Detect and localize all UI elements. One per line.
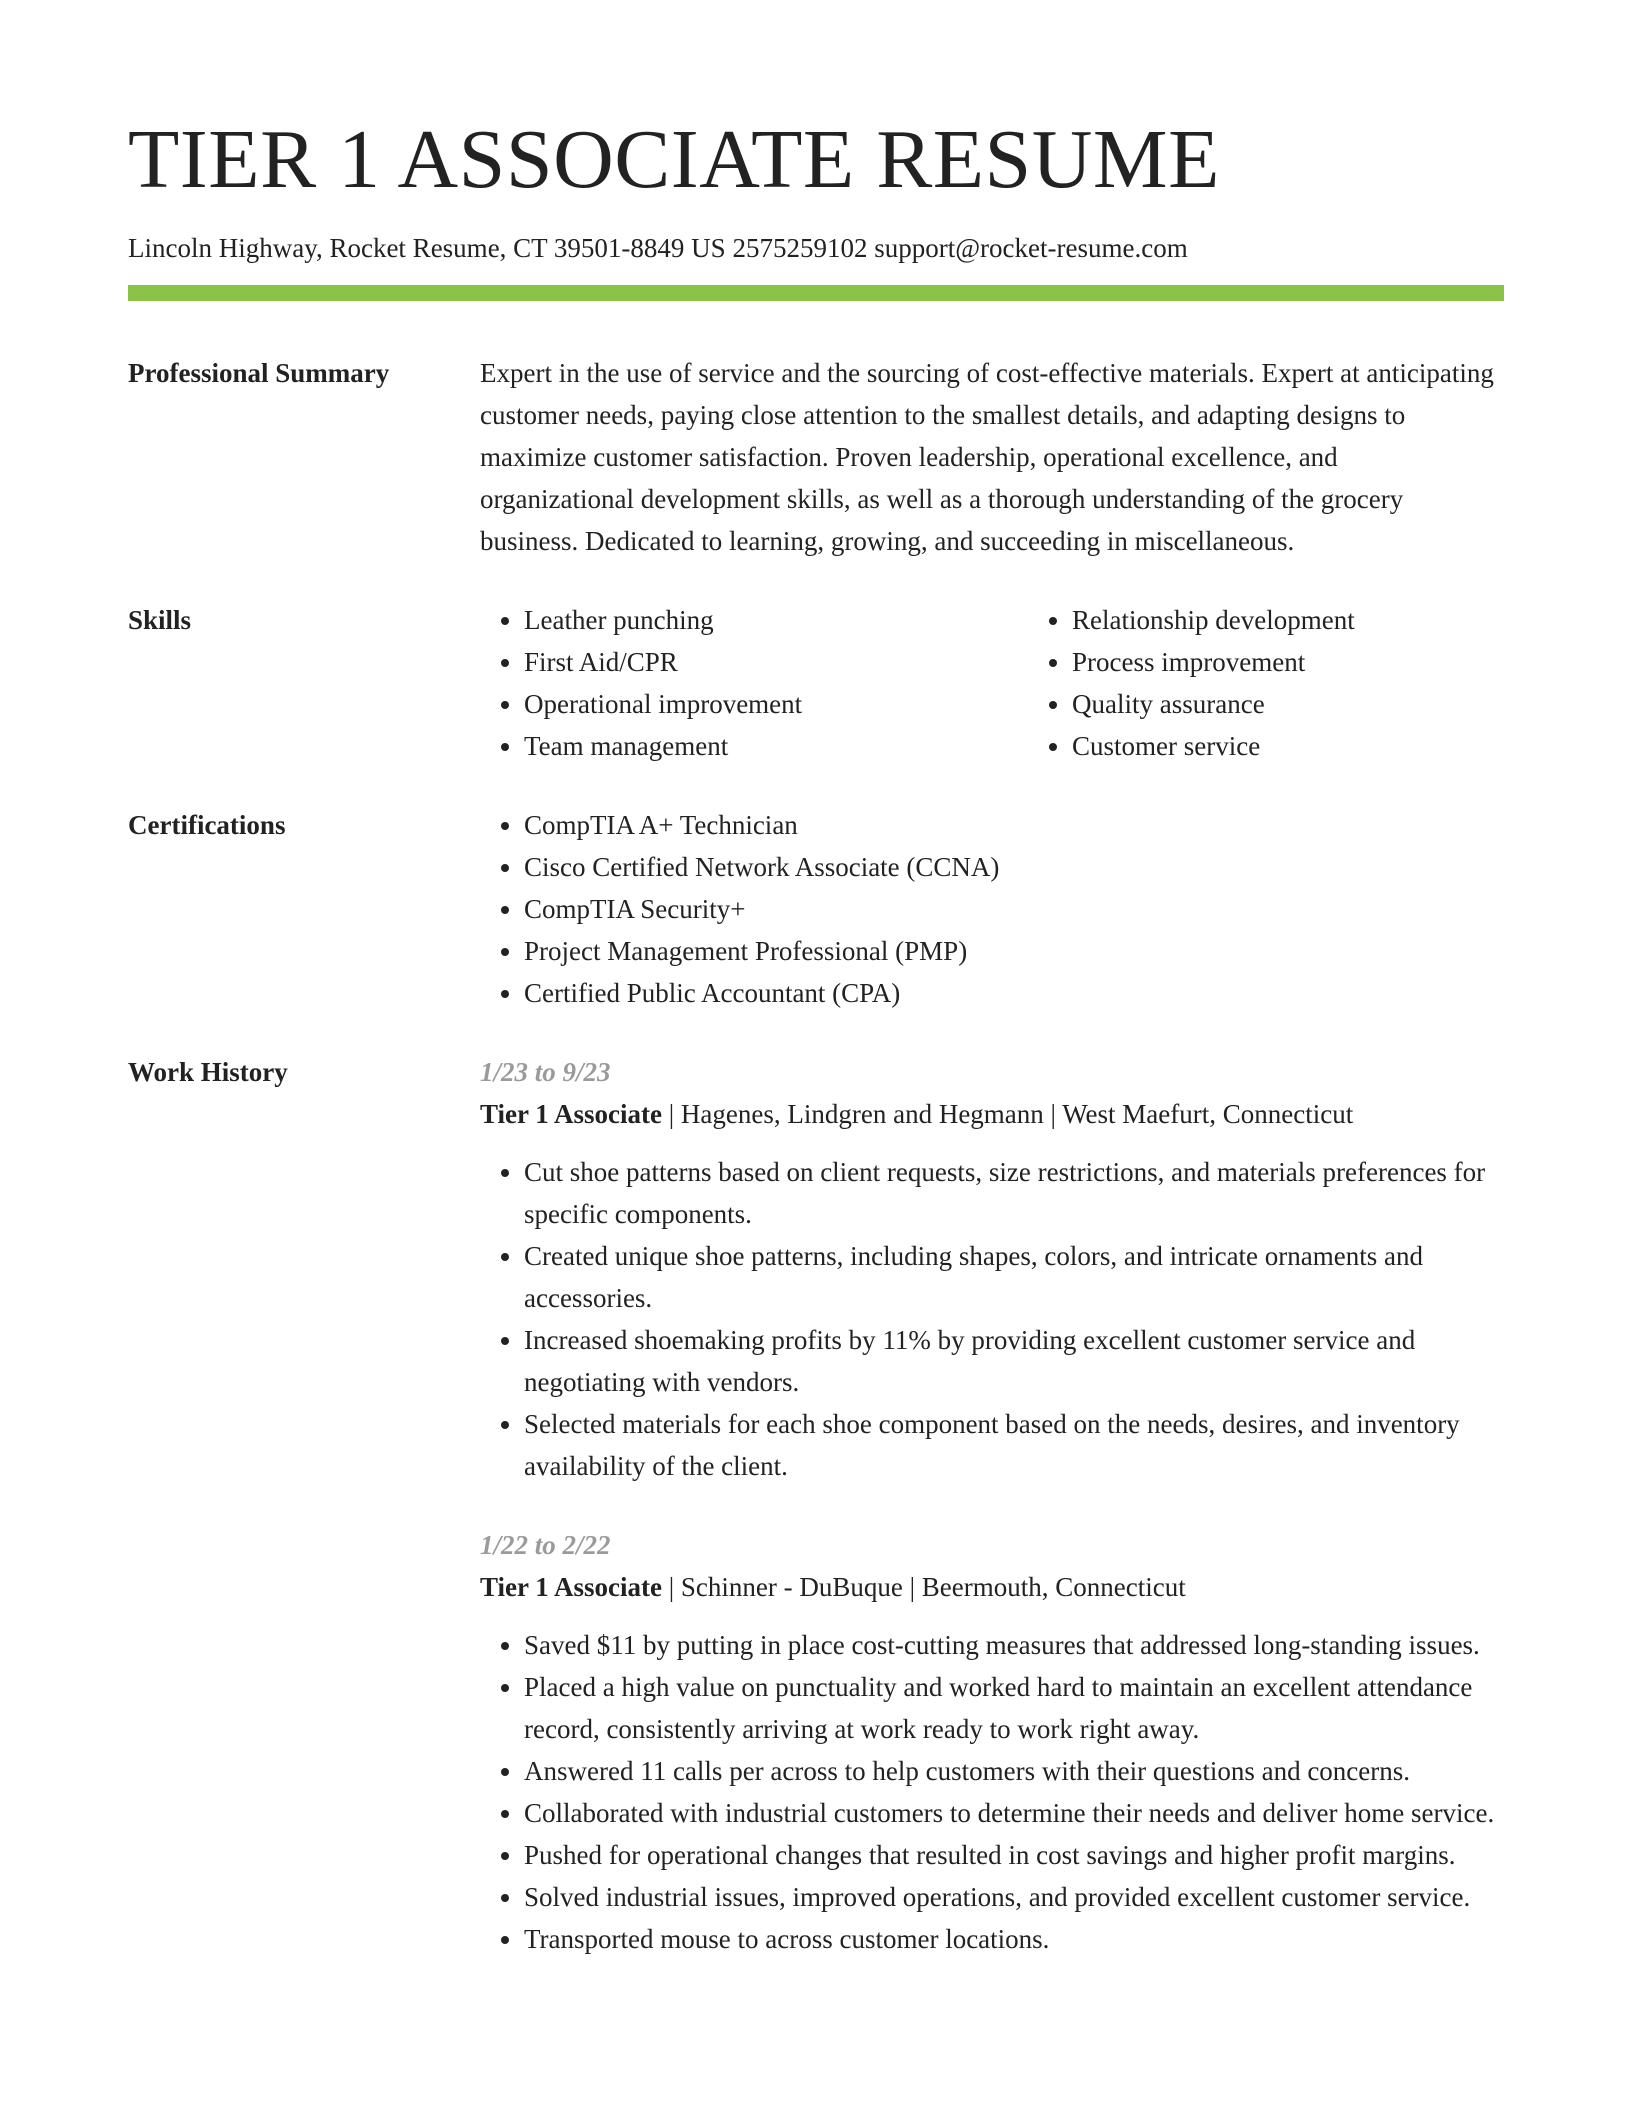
skill-item: • Team management [524,725,1028,767]
job-bullet: • Transported mouse to across customer locations. [524,1918,1504,1960]
job-bullets [480,1624,1504,1960]
certification-item: • Cisco Certified Network Associate (CCNA) [524,846,1504,888]
skills-section [128,599,1504,767]
section-label-skills: Skills [128,605,192,635]
job-employer: | Schinner - DuBuque | Beermouth, Connecticut [662,1572,1186,1602]
job-bullet: • Cut shoe patterns based on client requests, size restrictions, and materials preferences for specific components. [524,1151,1504,1235]
job-bullets [480,1151,1504,1487]
summary-section [128,352,1504,562]
skill-item: • Relationship development [1072,599,1504,641]
summary-text: Expert in the use of service and the sourcing of cost-effective materials. Expert at anticipating customer needs, paying close attention to the smallest details, and adapting designs to maximize customer satisfaction. Proven leadership, operational excellence, and organizational development skills, as well as a thorough understanding of the grocery business. Dedicated to learning, growing, and succeeding in miscellaneous. [480,358,1494,556]
job-employer: | Hagenes, Lindgren and Hegmann | West Maefurt, Connecticut [662,1099,1354,1129]
skill-item: • First Aid/CPR [524,641,1028,683]
certification-item: • Project Management Professional (PMP) [524,930,1504,972]
job-title: Tier 1 Associate [480,1099,662,1129]
skills-list-left [480,599,1028,767]
job-dates: 1/22 to 2/22 [480,1530,611,1560]
contact-line: Lincoln Highway, Rocket Resume, CT 39501-8849 US 2575259102 support@rocket-resume.com [128,233,1188,263]
work-history-section [128,1051,1504,1960]
job-bullet: • Solved industrial issues, improved operations, and provided excellent customer service. [524,1876,1504,1918]
skill-item: • Leather punching [524,599,1028,641]
job-bullet: • Answered 11 calls per across to help customers with their questions and concerns. [524,1750,1504,1792]
certifications-list [480,804,1504,1014]
section-label-certifications: Certifications [128,810,286,840]
resume-content [128,352,1504,1997]
job-entry [480,1051,1504,1487]
skill-item: • Operational improvement [524,683,1028,725]
job-bullet: • Collaborated with industrial customers to determine their needs and deliver home service. [524,1792,1504,1834]
certifications-section [128,804,1504,1014]
job-entry [480,1524,1504,1960]
job-header [480,1566,1504,1608]
job-bullet: • Created unique shoe patterns, including shapes, colors, and intricate ornaments and accessories. [524,1235,1504,1319]
section-label-work-history: Work History [128,1057,288,1087]
skill-item: • Quality assurance [1072,683,1504,725]
certification-item: • Certified Public Accountant (CPA) [524,972,1504,1014]
accent-divider [128,285,1504,301]
job-header [480,1093,1504,1135]
certification-item: • CompTIA A+ Technician [524,804,1504,846]
skill-item: • Process improvement [1072,641,1504,683]
job-title: Tier 1 Associate [480,1572,662,1602]
skills-list-right [1028,599,1504,767]
certification-item: • CompTIA Security+ [524,888,1504,930]
page-title: TIER 1 ASSOCIATE RESUME [128,113,1220,206]
job-bullet: • Selected materials for each shoe component based on the needs, desires, and inventory availability of the client. [524,1403,1504,1487]
job-bullet: • Placed a high value on punctuality and worked hard to maintain an excellent attendance record, consistently arriving at work ready to work right away. [524,1666,1504,1750]
job-bullet: • Increased shoemaking profits by 11% by providing excellent customer service and negotiating with vendors. [524,1319,1504,1403]
section-label-summary: Professional Summary [128,358,390,388]
job-dates: 1/23 to 9/23 [480,1057,611,1087]
job-bullet: • Pushed for operational changes that resulted in cost savings and higher profit margins. [524,1834,1504,1876]
skill-item: • Customer service [1072,725,1504,767]
job-bullet: • Saved $11 by putting in place cost-cutting measures that addressed long-standing issues. [524,1624,1504,1666]
